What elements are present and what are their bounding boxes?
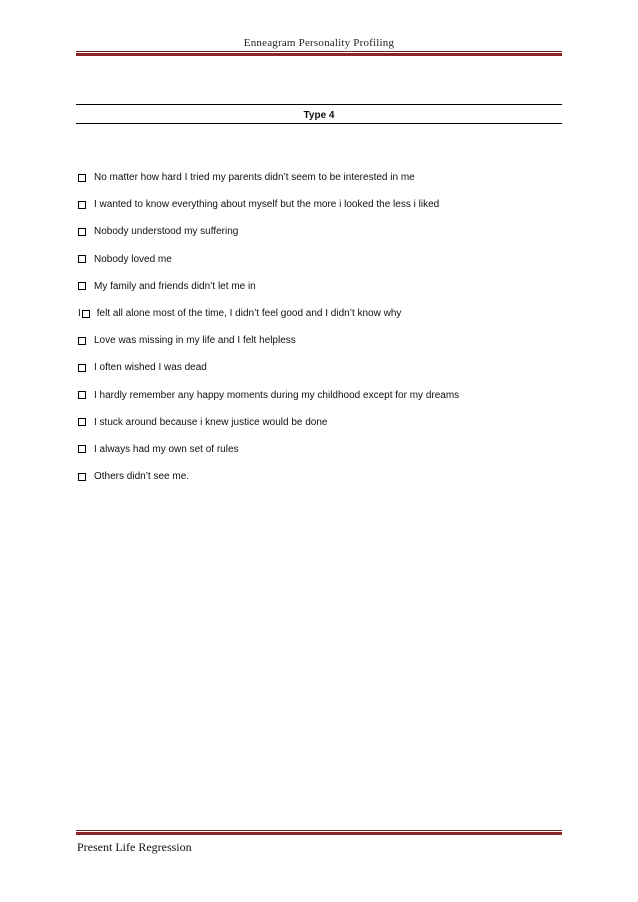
checklist-item-text: No matter how hard I tried my parents didn’t seem to be interested in me: [94, 172, 415, 184]
checklist-item[interactable]: [78, 218, 558, 245]
checklist-item[interactable]: [78, 191, 558, 218]
checklist-item-text: I stuck around because i knew justice would be done: [94, 416, 328, 428]
section-title: Type 4: [303, 110, 335, 121]
checklist-item-text: I often wished I was dead: [94, 362, 207, 374]
checklist-item-prefix: I: [78, 308, 81, 320]
checkbox-icon[interactable]: [78, 228, 86, 236]
checklist-item[interactable]: [78, 273, 558, 300]
header-divider-thick: [76, 53, 562, 56]
checkbox-icon[interactable]: [78, 201, 86, 209]
checklist-item[interactable]: [78, 409, 558, 436]
checklist-item[interactable]: [78, 246, 558, 273]
footer-divider-thick: [76, 832, 562, 835]
checkbox-icon[interactable]: [78, 445, 86, 453]
checkbox-icon[interactable]: [82, 310, 90, 318]
checklist-item[interactable]: [78, 436, 558, 463]
footer-divider-thin: [76, 830, 562, 831]
checklist-item[interactable]: [78, 463, 558, 490]
page-header-title: Enneagram Personality Profiling: [243, 37, 395, 49]
checklist-item-text: I hardly remember any happy moments during my childhood except for my dreams: [94, 389, 460, 401]
header-divider-thin: [76, 51, 562, 52]
checkbox-icon[interactable]: [78, 391, 86, 399]
checkbox-icon[interactable]: [78, 364, 86, 372]
checkbox-icon[interactable]: [78, 337, 86, 345]
checkbox-icon[interactable]: [78, 418, 86, 426]
checklist-item[interactable]: [78, 164, 558, 191]
checkbox-icon[interactable]: [78, 174, 86, 182]
checklist-item[interactable]: [78, 300, 558, 327]
checklist-item-text: Nobody understood my suffering: [94, 226, 239, 238]
checkbox-icon[interactable]: [78, 282, 86, 290]
checklist-item-text: I wanted to know everything about myself but the more i looked the less i liked: [94, 199, 440, 211]
checkbox-icon[interactable]: [78, 473, 86, 481]
checklist-item-text: My family and friends didn’t let me in: [94, 280, 256, 292]
checklist-item[interactable]: [78, 327, 558, 354]
checklist-item-text: Others didn’t see me.: [94, 471, 190, 483]
checklist-item-text: felt all alone most of the time, I didn’t feel good and I didn’t know why: [96, 308, 402, 320]
section-rule-bottom: [76, 123, 562, 124]
checklist-item-text: Nobody loved me: [94, 253, 172, 265]
page-footer-text: Present Life Regression: [77, 840, 192, 854]
checkbox-icon[interactable]: [78, 255, 86, 263]
checklist-item[interactable]: [78, 354, 558, 381]
checklist-item-text: I always had my own set of rules: [94, 443, 239, 455]
checklist: [78, 164, 558, 490]
checklist-item[interactable]: [78, 382, 558, 409]
section-rule-top: [76, 104, 562, 105]
checklist-item-text: Love was missing in my life and I felt helpless: [94, 335, 296, 347]
